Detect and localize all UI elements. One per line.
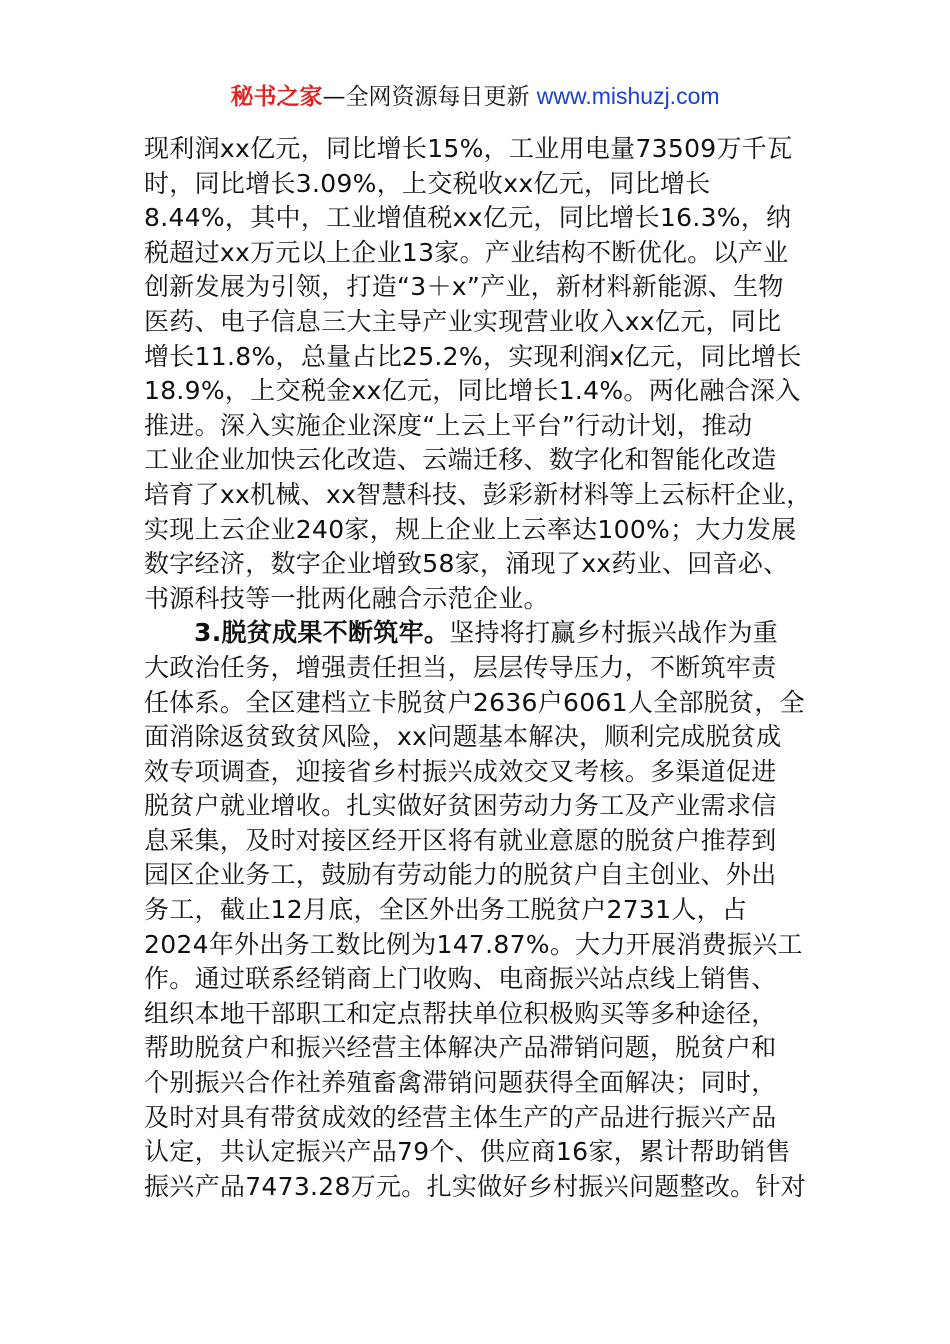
text-line: 工业企业加快云化改造、云端迁移、数字化和智能化改造 [144,445,777,475]
text-line: 息采集，及时对接区经开区将有就业意愿的脱贫户推荐到 [144,825,777,855]
text-line: 医药、电子信息三大主导产业实现营业收入xx亿元，同比 [144,306,782,336]
text-line: 书源科技等一批两化融合示范企业。 [144,583,549,613]
section-first-line-text: 坚持将打赢乡村振兴战作为重 [449,618,779,648]
section-first-line [144,616,808,651]
text-line: 及时对具有带贫成效的经营主体生产的产品进行振兴产品 [144,1102,777,1132]
text-line: 面消除返贫致贫风险，xx问题基本解决，顺利完成脱贫成 [144,722,782,752]
brand-name: 秘书之家 [230,84,323,110]
document-body [144,132,812,1204]
text-line: 数字经济，数字企业增致58家，涌现了xx药业、回音必、 [144,549,789,579]
header-tagline: —全网资源每日更新 [322,84,537,110]
text-line: 现利润xx亿元，同比增长15%，工业用电量73509万千瓦 [144,134,793,163]
text-line: 园区企业务工，鼓励有劳动能力的脱贫户自主创业、外出 [144,860,777,890]
site-header [0,80,950,113]
text-line: 务工，截止12月底，全区外出务工脱贫户2731人，占 [144,895,748,925]
text-line: 培育了xx机械、xx智慧科技、彭彩新材料等上云标杆企业， [144,479,812,509]
text-line: 大政治任务，增强责任担当，层层传导压力，不断筑牢责 [144,652,777,682]
text-line: 认定，共认定振兴产品79个、供应商16家，累计帮助销售 [144,1137,791,1167]
text-line: 时，同比增长3.09%，上交税收xx亿元，同比增长 [144,168,711,198]
text-line: 创新发展为引领，打造“3＋x”产业，新材料新能源、生物 [144,272,784,302]
text-line: 2024年外出务工数比例为147.87%。大力开展消费振兴工 [144,929,803,959]
text-line: 脱贫户就业增收。扎实做好贫困劳动力务工及产业需求信 [144,791,777,821]
text-line: 18.9%，上交税金xx亿元，同比增长1.4%。两化融合深入 [144,376,801,406]
text-line: 任体系。全区建档立卡脱贫户2636户6061人全部脱贫，全 [144,687,805,717]
section-heading: 3.脱贫成果不断筑牢。 [194,618,450,648]
text-line: 振兴产品7473.28万元。扎实做好乡村振兴问题整改。针对 [144,1171,807,1201]
text-line: 组织本地干部职工和定点帮扶单位积极购买等多种途径， [144,998,777,1028]
site-url-link[interactable]: www.mishuzj.com [536,83,720,109]
text-line: 税超过xx万元以上企业13家。产业结构不断优化。以产业 [144,237,789,267]
text-line: 帮助脱贫户和振兴经营主体解决产品滞销问题，脱贫户和 [144,1033,777,1063]
text-line: 增长11.8%，总量占比25.2%，实现利润x亿元，同比增长 [144,341,802,371]
text-line: 实现上云企业240家，规上企业上云率达100%；大力发展 [144,514,797,544]
text-line: 推进。深入实施企业深度“上云上平台”行动计划，推动 [144,410,753,440]
text-line: 个别振兴合作社养殖畜禽滞销问题获得全面解决；同时， [144,1068,777,1098]
text-line: 作。通过联系经销商上门收购、电商振兴站点线上销售、 [144,964,777,994]
text-line: 8.44%，其中，工业增值税xx亿元，同比增长16.3%，纳 [144,203,792,233]
text-line: 效专项调查，迎接省乡村振兴成效交叉考核。多渠道促进 [144,756,777,786]
